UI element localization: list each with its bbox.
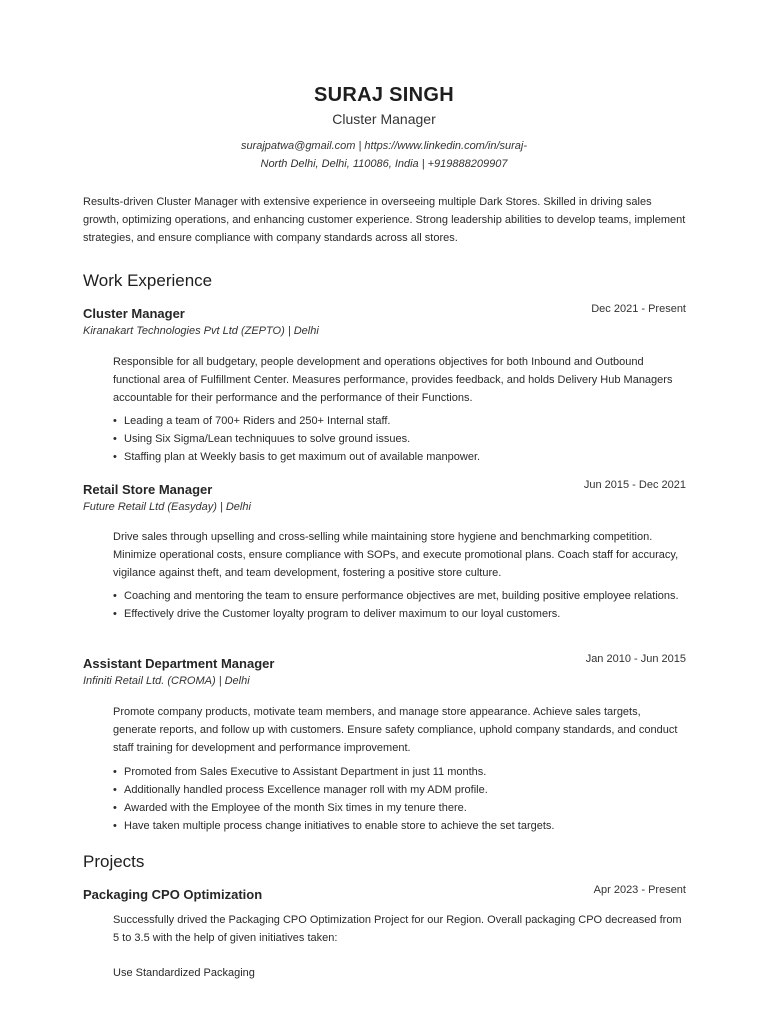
contact-line-address-phone: North Delhi, Delhi, 110086, India | +919888209907 <box>260 157 508 170</box>
job-bullet-list <box>113 412 686 466</box>
project-entry <box>83 884 686 903</box>
job-title: Assistant Department Manager <box>83 656 275 671</box>
list-item: • Leading a team of 700+ Riders and 250+ Internal staff. <box>113 412 686 430</box>
project-title: Packaging CPO Optimization <box>83 887 263 902</box>
project-sub-item: Use Standardized Packaging <box>113 967 255 979</box>
project-description: Successfully drived the Packaging CPO Optimization Project for our Region. Overall packaging CPO decreased from 5 to 3.5 with the help of given initiatives taken: <box>113 914 682 944</box>
job-entry <box>83 479 686 515</box>
list-item: • Coaching and mentoring the team to ensure performance objectives are met, building positive employee relations. <box>113 587 686 605</box>
job-bullet-list <box>113 763 686 835</box>
job-entry <box>83 653 686 689</box>
job-dates: Jan 2010 - Jun 2015 <box>585 653 686 665</box>
candidate-title: Cluster Manager <box>332 111 436 127</box>
job-entry <box>83 303 686 339</box>
project-dates: Apr 2023 - Present <box>593 884 686 896</box>
job-bullet-list <box>113 587 686 623</box>
list-item: • Awarded with the Employee of the month Six times in my tenure there. <box>113 799 686 817</box>
job-title: Retail Store Manager <box>83 482 213 497</box>
list-item: • Have taken multiple process change initiatives to enable store to achieve the set targets. <box>113 817 686 835</box>
resume-header <box>0 0 768 173</box>
job-dates: Jun 2015 - Dec 2021 <box>583 479 686 491</box>
list-item: • Effectively drive the Customer loyalty program to deliver maximum to our loyal customers. <box>113 605 686 623</box>
professional-summary: Results-driven Cluster Manager with extensive experience in overseeing multiple Dark Stores. Skilled in driving sales growth, optimizing operations, and enhancing customer experience. Strong leadership abilities to develop teams, implement strategies, and ensure compliance with company standards across all stores. <box>83 196 686 244</box>
job-title: Cluster Manager <box>83 306 185 321</box>
job-dates: Dec 2021 - Present <box>591 303 686 315</box>
job-description: Responsible for all budgetary, people development and operations objectives for both Inbound and Outbound functional area of Fulfillment Center. Measures performance, provides feedback, and holds Delivery Hub Managers accountable for their performance and the performance of their Functions. <box>113 356 673 404</box>
job-description: Drive sales through upselling and cross-selling while maintaining store hygiene and benchmarking competition. Minimize operational costs, ensure compliance with SOPs, and execute promotional plans. Coach staff for accuracy, vigilance against theft, and team development, fostering a positive store culture. <box>113 531 679 579</box>
list-item: • Additionally handled process Excellence manager roll with my ADM profile. <box>113 781 686 799</box>
candidate-name: SURAJ SINGH <box>314 84 454 106</box>
job-organization: Kiranakart Technologies Pvt Ltd (ZEPTO) | Delhi <box>83 325 319 337</box>
work-experience-heading: Work Experience <box>83 271 213 290</box>
job-description: Promote company products, motivate team members, and manage store appearance. Achieve sales targets, generate reports, and follow up with customers. Ensure safety compliance, uphold company standards, and conduct staff training for development and performance improvement. <box>113 706 678 754</box>
list-item: • Using Six Sigma/Lean techniquues to solve ground issues. <box>113 430 686 448</box>
job-organization: Future Retail Ltd (Easyday) | Delhi <box>83 501 251 513</box>
projects-heading: Projects <box>83 852 145 871</box>
contact-info <box>0 138 768 173</box>
contact-line-email-linkedin: surajpatwa@gmail.com | https://www.linkedin.com/in/suraj- <box>240 140 528 152</box>
list-item: • Promoted from Sales Executive to Assistant Department in just 11 months. <box>113 763 686 781</box>
job-organization: Infiniti Retail Ltd. (CROMA) | Delhi <box>83 675 250 687</box>
list-item: • Staffing plan at Weekly basis to get maximum out of available manpower. <box>113 448 686 466</box>
